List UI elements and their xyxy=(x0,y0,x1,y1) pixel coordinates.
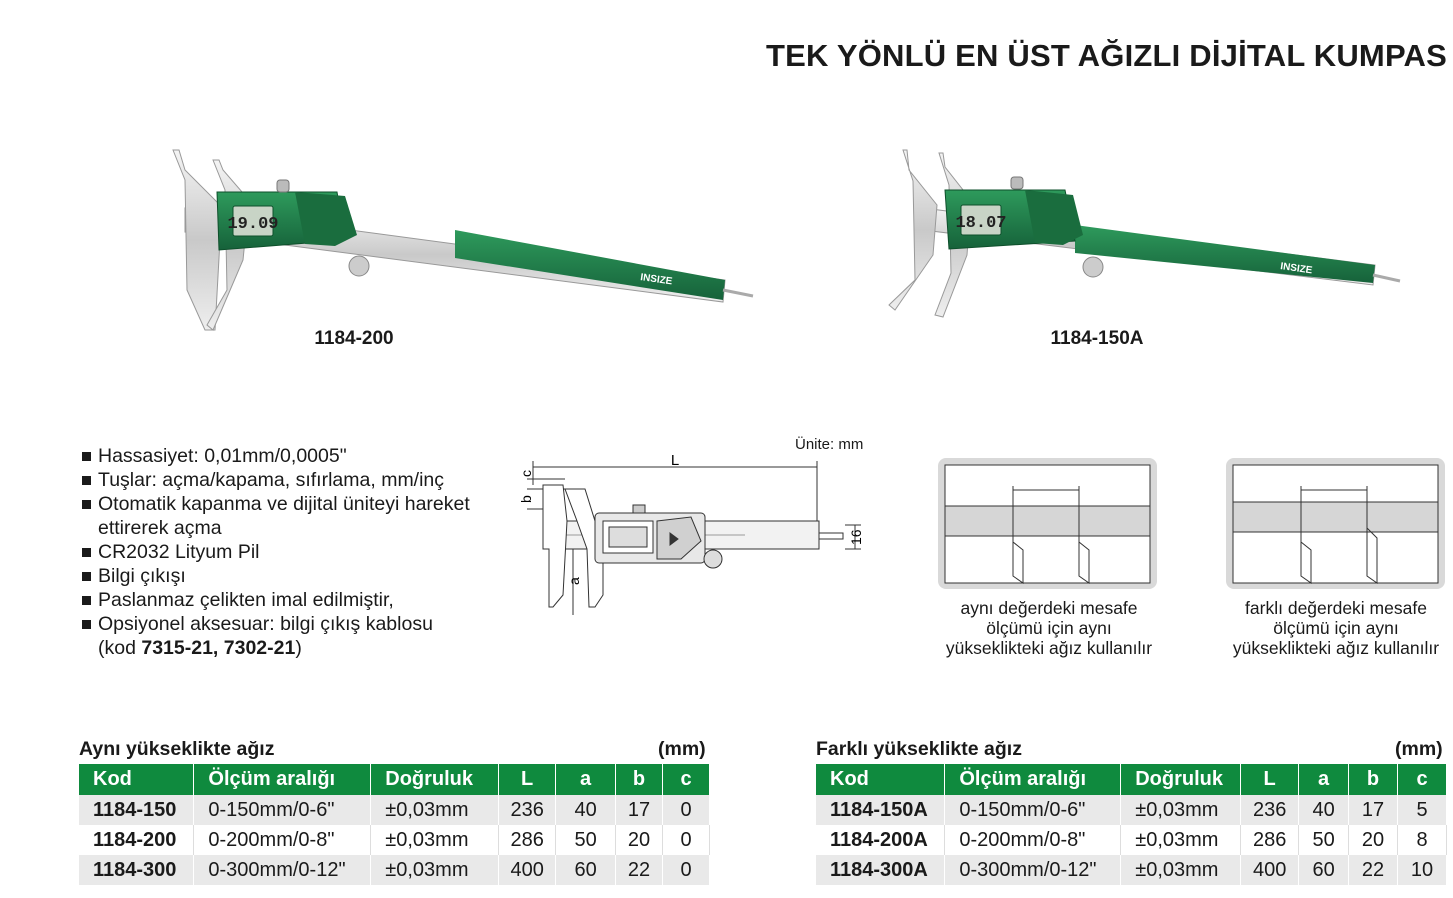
table-cell: 0-200mm/0-8" xyxy=(194,825,371,855)
caliper-image-1184-200 xyxy=(125,140,765,335)
table-cell: 1184-300A xyxy=(816,855,945,885)
table-row xyxy=(816,855,1447,885)
table-cell: ±0,03mm xyxy=(371,795,499,825)
table-cell: 236 xyxy=(499,795,556,825)
feature-item: Paslanmaz çelikten imal edilmiştir, xyxy=(80,588,500,612)
table-cell: 1184-150 xyxy=(79,795,194,825)
table-cell: 236 xyxy=(1241,795,1299,825)
page-title: TEK YÖNLÜ EN ÜST AĞIZLI DİJİTAL KUMPAS xyxy=(765,38,1447,73)
table-cell: 10 xyxy=(1398,855,1447,885)
table-cell: 50 xyxy=(1299,825,1349,855)
lcd-readout: 18.07 xyxy=(955,214,1007,233)
table-cell: 60 xyxy=(556,855,616,885)
table-cell: 1184-200A xyxy=(816,825,945,855)
table-cell: 0 xyxy=(663,855,710,885)
table-cell: 0-150mm/0-6" xyxy=(945,795,1121,825)
table-cell: 286 xyxy=(1241,825,1299,855)
table-row xyxy=(79,825,710,855)
feature-item xyxy=(80,612,500,660)
lcd-readout: 19.09 xyxy=(227,215,279,234)
table-cell: 5 xyxy=(1398,795,1447,825)
table-unit-same: (mm) xyxy=(658,738,706,760)
dim-label-16: 16 xyxy=(848,529,864,545)
table-cell: 40 xyxy=(1299,795,1349,825)
feature-item: Otomatik kapanma ve dijital üniteyi hareket ettirerek açma xyxy=(80,492,500,540)
table-cell: 40 xyxy=(556,795,616,825)
brand-logo: INSIZE xyxy=(1279,261,1314,277)
table-cell: 17 xyxy=(1349,795,1398,825)
brand-logo: INSIZE xyxy=(639,272,674,288)
product-code-1: 1184-200 xyxy=(314,328,394,349)
col-header: L xyxy=(499,764,556,795)
jaw-detail-same-height xyxy=(938,458,1157,589)
unit-label: Ünite: mm xyxy=(795,436,864,453)
table-unit-different: (mm) xyxy=(1395,738,1443,760)
feature-item: Bilgi çıkışı xyxy=(80,564,500,588)
dimension-diagram xyxy=(515,455,875,620)
col-header: Kod xyxy=(79,764,194,795)
note-line: aynı değerdeki mesafe xyxy=(960,598,1138,618)
table-cell: 50 xyxy=(556,825,616,855)
col-header: L xyxy=(1241,764,1299,795)
table-cell: ±0,03mm xyxy=(1121,795,1241,825)
table-row xyxy=(79,855,710,885)
jaw-note-different xyxy=(1216,598,1453,658)
col-header: Doğruluk xyxy=(1121,764,1241,795)
jaw-note-same xyxy=(929,598,1169,658)
table-cell: 0-150mm/0-6" xyxy=(194,795,371,825)
col-header: a xyxy=(1299,764,1349,795)
table-row xyxy=(816,795,1447,825)
feature-code-list: 7315-21, 7302-21 xyxy=(141,637,296,659)
col-header: b xyxy=(1349,764,1398,795)
table-title-different: Farklı yükseklikte ağız xyxy=(816,738,1022,760)
table-cell: 0-300mm/0-12" xyxy=(945,855,1121,885)
table-cell: 1184-200 xyxy=(79,825,194,855)
col-header: c xyxy=(663,764,710,795)
note-line: ölçümü için aynı xyxy=(1273,618,1399,638)
table-cell: ±0,03mm xyxy=(1121,855,1241,885)
product-code-2: 1184-150A xyxy=(1050,328,1144,349)
table-cell: 400 xyxy=(1241,855,1299,885)
feature-item: Hassasiyet: 0,01mm/0,0005" xyxy=(80,444,500,468)
note-line: yükseklikteki ağız kullanılır xyxy=(945,638,1153,658)
note-line: ölçümü için aynı xyxy=(986,618,1112,638)
table-cell: 1184-150A xyxy=(816,795,945,825)
table-cell: 286 xyxy=(499,825,556,855)
dim-label-c: c xyxy=(518,470,534,477)
feature-text: Opsiyonel aksesuar: bilgi çıkış kablosu xyxy=(98,613,433,635)
col-header: c xyxy=(1398,764,1447,795)
col-header: Doğruluk xyxy=(371,764,499,795)
col-header: Ölçüm aralığı xyxy=(194,764,371,795)
feature-code-suffix: ) xyxy=(295,637,302,659)
table-cell: 400 xyxy=(499,855,556,885)
feature-list xyxy=(80,444,500,660)
table-cell: 0-300mm/0-12" xyxy=(194,855,371,885)
table-cell: 60 xyxy=(1299,855,1349,885)
col-header: a xyxy=(556,764,616,795)
note-line: farklı değerdeki mesafe xyxy=(1245,598,1427,618)
caliper-image-1184-150a xyxy=(875,145,1405,320)
table-cell: 0 xyxy=(663,825,710,855)
table-cell: 22 xyxy=(616,855,663,885)
table-cell: 20 xyxy=(1349,825,1398,855)
table-cell: 8 xyxy=(1398,825,1447,855)
spec-table-different-height xyxy=(816,764,1447,885)
table-cell: 22 xyxy=(1349,855,1398,885)
col-header: Kod xyxy=(816,764,945,795)
feature-item: Tuşlar: açma/kapama, sıfırlama, mm/inç xyxy=(80,468,500,492)
dim-label-l: L xyxy=(670,455,680,469)
table-cell: ±0,03mm xyxy=(371,825,499,855)
feature-item: CR2032 Lityum Pil xyxy=(80,540,500,564)
col-header: b xyxy=(616,764,663,795)
table-cell: 17 xyxy=(616,795,663,825)
table-cell: ±0,03mm xyxy=(1121,825,1241,855)
table-cell: ±0,03mm xyxy=(371,855,499,885)
feature-code-prefix: (kod xyxy=(98,637,142,659)
note-line: yükseklikteki ağız kullanılır xyxy=(1232,638,1440,658)
spec-table-same-height xyxy=(79,764,710,885)
dim-label-b: b xyxy=(518,495,534,503)
col-header: Ölçüm aralığı xyxy=(945,764,1121,795)
dim-label-a: a xyxy=(566,577,582,585)
table-cell: 0-200mm/0-8" xyxy=(945,825,1121,855)
table-cell: 20 xyxy=(616,825,663,855)
table-cell: 0 xyxy=(663,795,710,825)
table-row xyxy=(816,825,1447,855)
table-row xyxy=(79,795,710,825)
table-cell: 1184-300 xyxy=(79,855,194,885)
table-title-same: Aynı yükseklikte ağız xyxy=(79,738,275,760)
jaw-detail-different-height xyxy=(1226,458,1445,589)
